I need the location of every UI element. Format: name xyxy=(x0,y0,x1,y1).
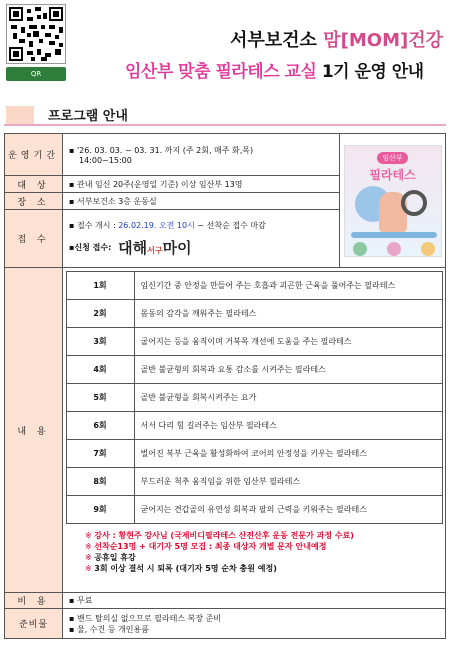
session-number: 8회 xyxy=(66,468,134,496)
page-subtitle xyxy=(125,57,424,82)
pilates-ring-icon xyxy=(401,190,427,216)
session-row xyxy=(66,440,442,468)
row-content xyxy=(5,268,446,593)
program-info-table xyxy=(4,133,446,639)
content-value xyxy=(63,268,446,593)
content-label: 내 용 xyxy=(5,268,63,593)
poster-badges xyxy=(353,242,435,256)
logo-part2: 서구 xyxy=(147,245,163,255)
poster-tag: 임산부 xyxy=(377,152,407,164)
note-absence: ※ 3회 이상 결석 시 퇴록 (대기자 5명 순차 충원 예정) xyxy=(85,564,277,573)
place-text: ▪ 서부보건소 3층 운동실 xyxy=(69,197,157,206)
sessions-table xyxy=(66,271,443,524)
row-fee xyxy=(5,593,446,609)
yoga-mat-icon xyxy=(351,232,437,238)
note-recruit: ※ 선착순13명 + 대기자 5명 모집 : 최종 대상자 개별 문자 안내예정 xyxy=(85,542,327,551)
session-row xyxy=(66,272,442,300)
session-description: 골반 불균형의 회복과 요통 감소를 시켜주는 필라테스 xyxy=(134,356,442,384)
apply-line1-suffix: ~ 선착순 접수 마감 xyxy=(197,220,266,230)
session-row xyxy=(66,496,442,524)
session-description: 부드러운 척추 움직임을 위한 임산부 필라테스 xyxy=(134,468,442,496)
apply-line2-label: ▪신청 접수: xyxy=(69,242,112,252)
row-period xyxy=(5,134,446,176)
session-number: 4회 xyxy=(66,356,134,384)
apply-value xyxy=(63,210,340,268)
qr-code-image xyxy=(6,4,66,64)
prep-line2: ▪ 물, 수건 등 개인용품 xyxy=(69,624,439,635)
qr-code[interactable] xyxy=(6,4,66,84)
session-number: 3회 xyxy=(66,328,134,356)
session-row xyxy=(66,300,442,328)
header xyxy=(0,0,450,95)
apply-line1 xyxy=(69,220,333,231)
target-text: ▪ 관내 임신 20주(운영일 기준) 이상 임산부 13명 xyxy=(69,180,242,189)
prep-line1: ▪ 밴드 탈의실 없으므로 필라테스 복장 준비 xyxy=(69,613,439,624)
session-number: 1회 xyxy=(66,272,134,300)
title-prefix: 서부보건소 xyxy=(230,30,317,51)
session-number: 9회 xyxy=(66,496,134,524)
place-value xyxy=(63,193,340,210)
page-title xyxy=(230,26,443,52)
prep-value xyxy=(63,609,446,639)
apply-start-date: 26.02.19. 오전 10시 xyxy=(118,220,195,230)
poster-cell xyxy=(340,134,446,268)
fee-value xyxy=(63,593,446,609)
period-value xyxy=(63,134,340,176)
section-heading xyxy=(4,104,446,126)
session-row xyxy=(66,412,442,440)
period-line1: ▪ '26. 03. 03. ~ 03. 31. 까지 (주 2회, 매주 화,목) xyxy=(69,145,333,156)
target-value xyxy=(63,176,340,193)
subtitle-highlight: 임산부 맞춤 필라테스 교실 xyxy=(125,62,317,82)
session-description: 골반 불균형을 회복시켜주는 요가 xyxy=(134,384,442,412)
target-label: 대 상 xyxy=(5,176,63,193)
session-number: 7회 xyxy=(66,440,134,468)
note-instructor: ※ 강사 : 황현주 강사님 (국제비디필라테스 산전산후 운동 전문가 과정 수료) xyxy=(85,531,354,540)
qr-caption-icon: QR xyxy=(6,67,66,81)
fee-label: 비 용 xyxy=(5,593,63,609)
session-description: 서서 다리 힘 길러주는 임산부 필라테스 xyxy=(134,412,442,440)
place-label: 장 소 xyxy=(5,193,63,210)
prep-label: 준비물 xyxy=(5,609,63,639)
note-holiday: ※ 공휴일 휴강 xyxy=(85,553,136,562)
section-title: 프로그램 안내 xyxy=(48,109,128,124)
session-number: 2회 xyxy=(66,300,134,328)
session-description: 벌어진 복부 근육을 활성화하여 코어의 안정성을 키우는 필라테스 xyxy=(134,440,442,468)
session-number: 6회 xyxy=(66,412,134,440)
session-number: 5회 xyxy=(66,384,134,412)
session-description: 몸동의 감각을 깨워주는 필라테스 xyxy=(134,300,442,328)
session-row xyxy=(66,356,442,384)
session-row xyxy=(66,328,442,356)
apply-line1-prefix: 접수 개시 : xyxy=(76,220,116,230)
title-highlight: 맘[MOM]건강 xyxy=(323,30,443,51)
program-poster xyxy=(344,145,442,257)
session-description: 임신기간 중 안정을 만들어 주는 호흡과 괴곤한 근육을 풀어주는 필라테스 xyxy=(134,272,442,300)
section-marker xyxy=(6,106,34,124)
fee-text: ▪ 무료 xyxy=(69,596,92,605)
session-row xyxy=(66,384,442,412)
poster-title: 필라테스 xyxy=(369,167,416,182)
daehae-seogu-mai-logo[interactable] xyxy=(118,237,191,258)
session-description: 굳어지는 견갑골의 유연성 회복과 팔의 근력을 키워주는 필라테스 xyxy=(134,496,442,524)
apply-line2 xyxy=(69,237,333,258)
logo-part3: 마이 xyxy=(162,238,192,257)
apply-label: 접 수 xyxy=(5,210,63,268)
subtitle-rest: 1기 운영 안내 xyxy=(321,62,424,82)
program-notes xyxy=(85,530,445,574)
logo-part1: 대해 xyxy=(118,238,148,257)
period-label: 운영기간 xyxy=(5,134,63,176)
row-prep xyxy=(5,609,446,639)
session-description: 굽어지는 등을 움직이며 거북목 개선에 도움을 주는 필라테스 xyxy=(134,328,442,356)
period-line2: 14:00~15:00 xyxy=(79,155,132,165)
session-row xyxy=(66,468,442,496)
